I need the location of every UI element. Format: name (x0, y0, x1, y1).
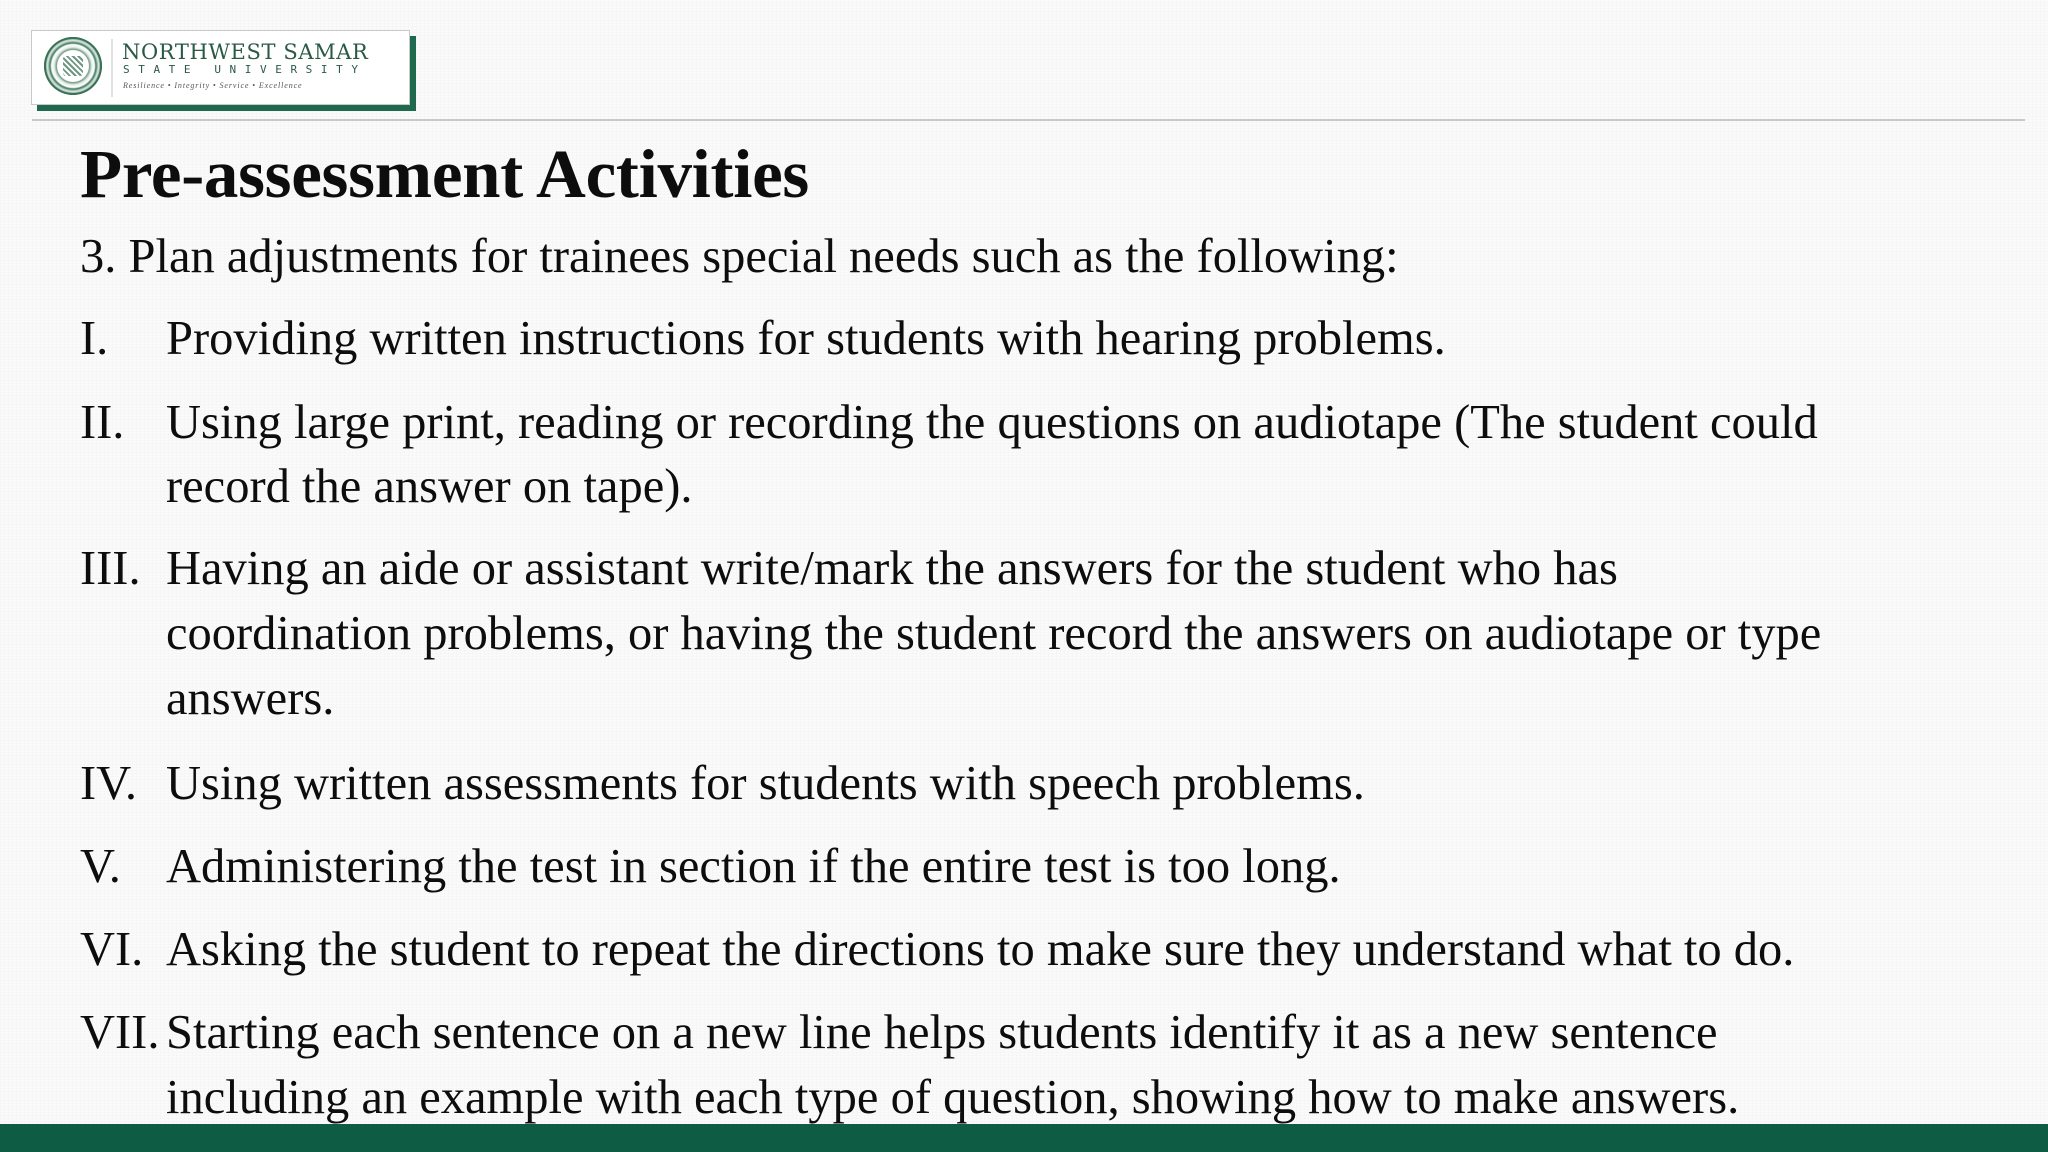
list-item-text: Using written assessments for students with speech problems. (166, 757, 1365, 810)
header-separator (32, 119, 2025, 121)
list-item-text-continued: record the answer on tape). (166, 460, 693, 513)
slide-title: Pre-assessment Activities (80, 136, 809, 212)
logo-university-subtitle: STATE UNIVERSITY (123, 63, 367, 76)
logo-tagline: Resilience • Integrity • Service • Excellence (123, 81, 303, 90)
intro-text: 3. Plan adjustments for trainees special needs such as the following: (80, 230, 1399, 283)
list-item-text: Having an aide or assistant write/mark the answers for the student who has (166, 542, 1618, 595)
logo-divider (111, 39, 113, 97)
list-item-text: Asking the student to repeat the directions to make sure they understand what to do. (166, 923, 1795, 976)
list-item-text: Providing written instructions for students with hearing problems. (166, 312, 1446, 365)
list-numeral: VII. (80, 1006, 160, 1059)
list-item-text: Starting each sentence on a new line helps students identify it as a new sentence (166, 1006, 1718, 1059)
list-numeral: V. (80, 840, 121, 893)
seal-emblem-icon (63, 56, 83, 76)
logo-box (31, 30, 410, 105)
university-seal-icon (44, 37, 102, 95)
list-item-text: Using large print, reading or recording the questions on audiotape (The student could (166, 396, 1818, 449)
list-item-text-continued: including an example with each type of question, showing how to make answers. (166, 1071, 1740, 1124)
logo-university-name: NORTHWEST SAMAR (122, 40, 369, 64)
list-item-text-continued: coordination problems, or having the student record the answers on audiotape or type (166, 607, 1822, 660)
list-numeral: III. (80, 542, 141, 595)
footer-bar (0, 1124, 2048, 1152)
list-item-text-continued: answers. (166, 672, 335, 725)
list-numeral: II. (80, 396, 125, 449)
list-numeral: I. (80, 312, 109, 365)
list-item-text: Administering the test in section if the entire test is too long. (166, 840, 1341, 893)
list-numeral: IV. (80, 757, 138, 810)
list-numeral: VI. (80, 923, 144, 976)
